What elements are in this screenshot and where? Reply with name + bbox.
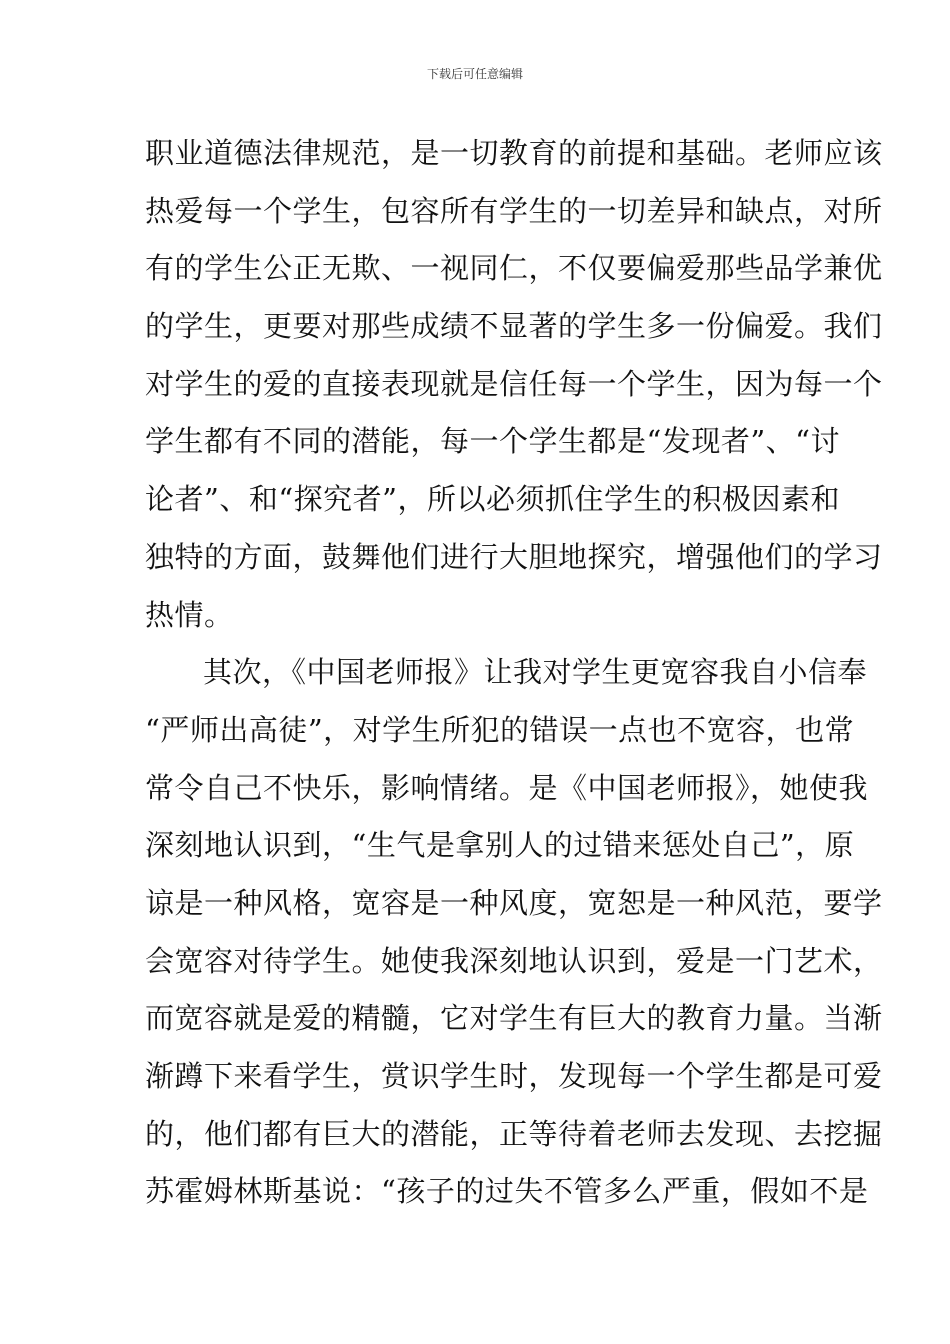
text-line: 热爱每一个学生，包容所有学生的一切差异和缺点，对所 (145, 193, 883, 228)
text-line: 有的学生公正无欺、一视同仁，不仅要偏爱那些品学兼优 (145, 251, 883, 286)
page-header: 下载后可任意编辑 (426, 67, 523, 81)
text-line: 常令自己不快乐，影响情绪。是《中国老师报》，她使我 (145, 770, 869, 805)
text-line: 的学生，更要对那些成绩不显著的学生多一份偏爱。我们 (145, 309, 883, 344)
text-line: 对学生的爱的直接表现就是信任每一个学生，因为每一个 (145, 366, 883, 401)
text-line: 论者”、和“探究者”，所以必须抓住学生的积极因素和 (145, 482, 840, 517)
text-line: 独特的方面，鼓舞他们进行大胆地探究，增强他们的学习 (145, 539, 883, 574)
text-line: 苏霍姆林斯基说：“孩子的过失不管多么严重，假如不是 (145, 1174, 869, 1209)
text-line: 职业道德法律规范，是一切教育的前提和基础。老师应该 (145, 136, 883, 170)
text-line: 深刻地认识到，“生气是拿别人的过错来惩处自己”，原 (145, 828, 855, 863)
body-text (145, 125, 883, 1221)
text-line: 会宽容对待学生。她使我深刻地认识到，爱是一门艺术， (145, 943, 883, 978)
text-line: 热情。 (145, 597, 234, 632)
paragraph-start-line: 其次，《中国老师报》让我对学生更宽容我自小信奉 (203, 655, 868, 690)
text-line: 谅是一种风格，宽容是一种风度，宽恕是一种风范，要学 (145, 885, 883, 920)
text-line: “严师出高徒”，对学生所犯的错误一点也不宽容，也常 (145, 712, 855, 747)
text-line: 学生都有不同的潜能，每一个学生都是“发现者”、“讨 (145, 424, 840, 459)
text-line: 渐蹲下来看学生，赏识学生时，发现每一个学生都是可爱 (145, 1059, 883, 1093)
text-line: 的，他们都有巨大的潜能，正等待着老师去发现、去挖掘 (145, 1116, 883, 1151)
text-line: 而宽容就是爱的精髓，它对学生有巨大的教育力量。当渐 (145, 1001, 883, 1036)
